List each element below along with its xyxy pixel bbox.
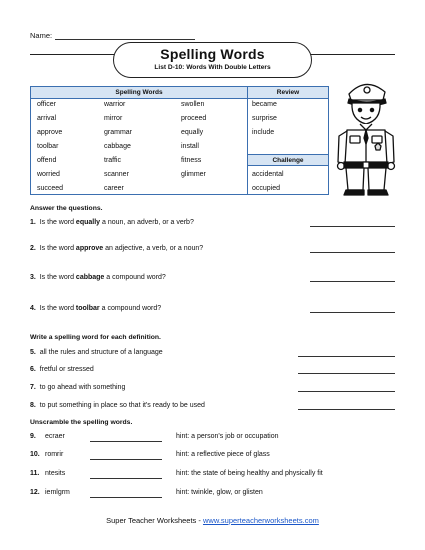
question-text: Is the word — [39, 305, 76, 312]
definition-text: to go ahead with something — [39, 384, 126, 391]
review-word: became — [252, 101, 277, 108]
word-cell: career — [104, 185, 124, 192]
word-cell: warrior — [104, 101, 126, 108]
question-3 — [30, 274, 166, 281]
question-text: Is the word — [39, 219, 76, 226]
title-box — [113, 42, 312, 78]
word-cell: approve — [37, 129, 63, 136]
answer-line-12[interactable] — [90, 497, 162, 498]
section-heading-unscramble: Unscramble the spelling words. — [30, 419, 133, 426]
answer-line-4[interactable] — [310, 312, 395, 313]
word-cell: cabbage — [104, 143, 131, 150]
challenge-word: accidental — [252, 171, 284, 178]
review-word: include — [252, 129, 275, 136]
answer-line-2[interactable] — [310, 252, 395, 253]
footer-link[interactable]: www.superteacherworksheets.com — [202, 516, 319, 525]
question-text: a noun, an adverb, or a verb? — [100, 219, 194, 226]
word-cell: scanner — [104, 171, 129, 178]
answer-line-11[interactable] — [90, 478, 162, 479]
question-number: 2. — [30, 245, 36, 252]
word-cell: grammar — [104, 129, 133, 136]
question-text: a compound word? — [99, 305, 162, 312]
question-number: 3. — [30, 274, 36, 281]
question-number: 12. — [30, 489, 40, 496]
hint-text: hint: a reflective piece of glass — [176, 451, 270, 458]
word-cell: traffic — [104, 157, 121, 164]
answer-line-1[interactable] — [310, 226, 395, 227]
word-cell: toolbar — [37, 143, 59, 150]
review-header: Review — [247, 87, 328, 99]
question-number: 7. — [30, 384, 36, 391]
word-cell: worried — [37, 171, 60, 178]
scrambled-word: iemlgrm — [45, 489, 70, 496]
scrambled-word: ntesits — [45, 470, 66, 477]
name-input-line[interactable] — [55, 32, 195, 40]
word-cell: equally — [181, 129, 204, 136]
challenge-word: occupied — [252, 185, 281, 192]
word-cell: arrival — [37, 115, 57, 122]
section-heading-questions: Answer the questions. — [30, 205, 103, 212]
question-1 — [30, 219, 194, 226]
answer-line-6[interactable] — [298, 373, 395, 374]
page-subtitle: List D-10: Words With Double Letters — [154, 64, 271, 71]
hint-text: hint: a person's job or occupation — [176, 433, 279, 440]
question-keyword: toolbar — [75, 305, 100, 312]
word-cell: install — [181, 143, 199, 150]
name-label: Name: — [30, 31, 53, 40]
question-text: a compound word? — [104, 274, 166, 281]
answer-line-10[interactable] — [90, 459, 162, 460]
question-4 — [30, 305, 161, 312]
scrambled-word: ecraer — [45, 433, 65, 440]
definition-text: all the rules and structure of a language — [39, 349, 163, 356]
review-word: surprise — [252, 115, 277, 122]
hint-text: hint: twinkle, glow, or glisten — [176, 489, 263, 496]
police-officer-illustration — [333, 74, 399, 198]
question-text: an adjective, a verb, or a noun? — [103, 245, 204, 252]
section-heading-definitions: Write a spelling word for each definition. — [30, 334, 161, 341]
answer-line-9[interactable] — [90, 441, 162, 442]
word-cell: swollen — [181, 101, 205, 108]
scrambled-word: romrir — [45, 451, 64, 458]
question-text: Is the word — [39, 274, 76, 281]
word-cell: succeed — [37, 185, 64, 192]
definition-text: to put something in place so that it's ready to be used — [39, 402, 205, 409]
word-cell: fitness — [181, 157, 202, 164]
question-keyword: approve — [75, 245, 104, 252]
word-cell: officer — [37, 101, 56, 108]
question-number: 11. — [30, 470, 40, 477]
question-number: 8. — [30, 402, 36, 409]
question-number: 6. — [30, 366, 36, 373]
footer — [0, 516, 425, 525]
question-text: Is the word — [39, 245, 76, 252]
hint-text: hint: the state of being healthy and physically fit — [176, 470, 323, 477]
answer-line-7[interactable] — [298, 391, 395, 392]
word-cell: proceed — [181, 115, 207, 122]
definition-6 — [30, 366, 94, 373]
name-field-row — [30, 31, 195, 40]
question-number: 9. — [30, 433, 36, 440]
question-number: 4. — [30, 305, 36, 312]
question-keyword: cabbage — [75, 274, 105, 281]
table-divider — [247, 87, 248, 194]
definition-7 — [30, 384, 125, 391]
challenge-header: Challenge — [247, 154, 328, 166]
definition-5 — [30, 349, 163, 356]
question-number: 10. — [30, 451, 40, 458]
answer-line-5[interactable] — [298, 356, 395, 357]
question-number: 1. — [30, 219, 36, 226]
footer-text: Super Teacher Worksheets - — [106, 516, 203, 525]
word-cell: glimmer — [181, 171, 206, 178]
word-cell: offend — [37, 157, 57, 164]
question-2 — [30, 245, 203, 252]
word-cell: mirror — [104, 115, 123, 122]
answer-line-3[interactable] — [310, 281, 395, 282]
answer-line-8[interactable] — [298, 409, 395, 410]
definition-text: fretful or stressed — [39, 366, 94, 373]
question-number: 5. — [30, 349, 36, 356]
question-keyword: equally — [75, 219, 101, 226]
definition-8 — [30, 402, 205, 409]
spelling-words-table — [30, 86, 329, 195]
page-title: Spelling Words — [160, 46, 265, 62]
spelling-words-header: Spelling Words — [31, 87, 247, 99]
